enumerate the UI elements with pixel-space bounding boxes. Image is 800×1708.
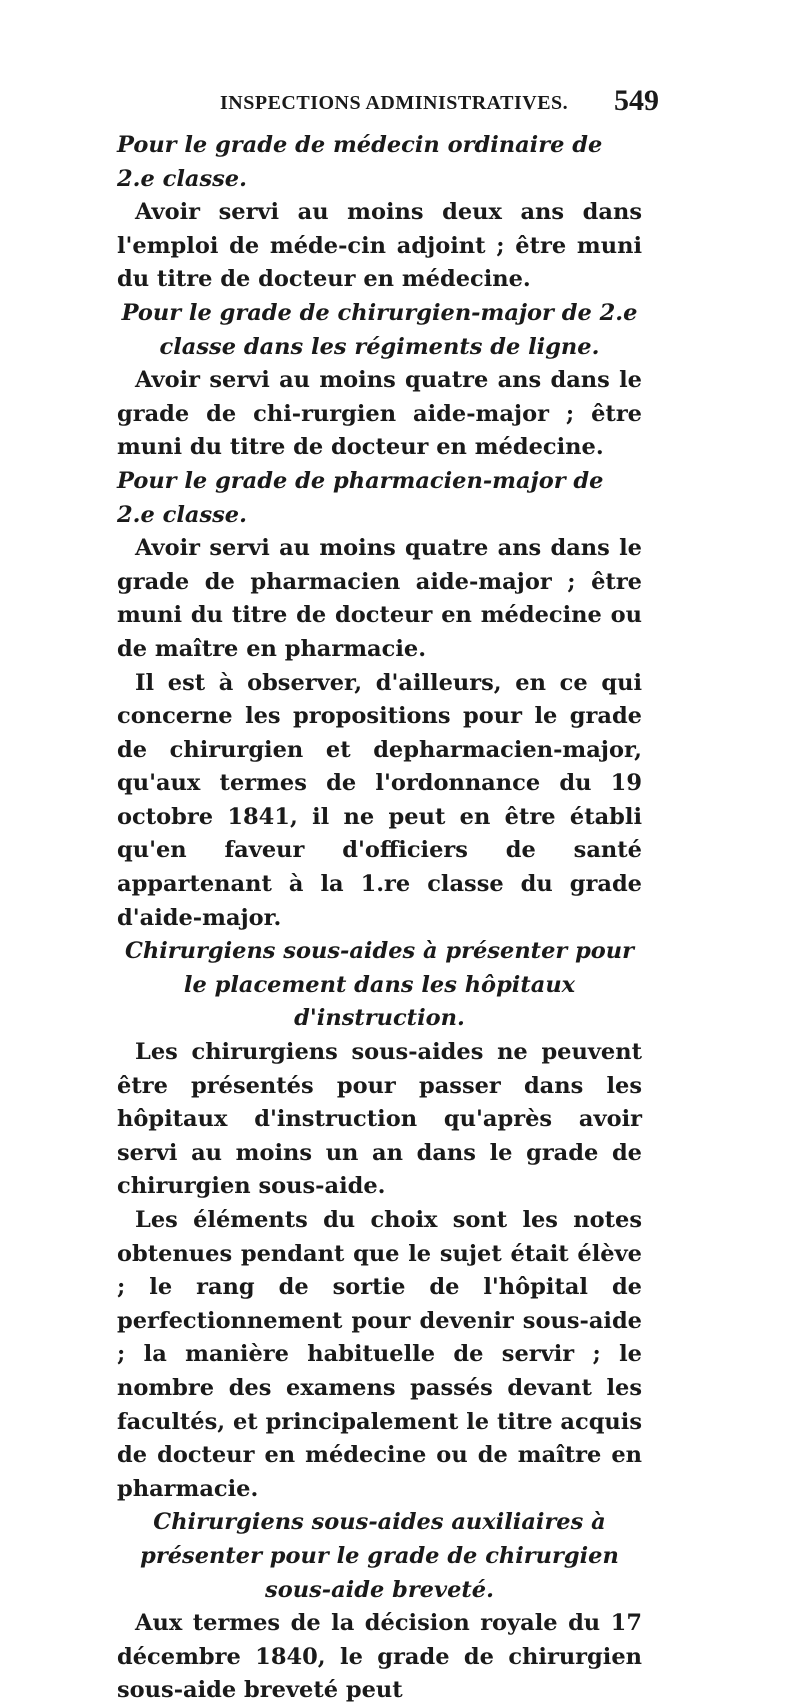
paragraph: Avoir servi au moins quatre ans dans le grade de pharmacien aide-major ; être muni du titre de docteur en médecine ou de maître en pharmacie. (117, 535, 642, 662)
paragraph: Les éléments du choix sont les notes obtenues pendant que le sujet était élève ; le rang de sortie de l'hôpital de perfectionnement pour devenir sous-aide ; la manière habituelle de servir ; le nombre des examens passés devant les facultés, et principalement le titre acquis de docteur en médecine ou de maître en pharmacie. (117, 1207, 642, 1502)
section-heading-medecin: Pour le grade de médecin ordinaire de 2.e classe. (117, 132, 603, 192)
body-text (117, 129, 642, 1708)
page-number: 549 (614, 84, 659, 117)
section-heading-chirurgien-major: Pour le grade de chirurgien-major de 2.e classe dans les régiments de ligne. (121, 299, 638, 360)
paragraph: Les chirurgiens sous-aides ne peuvent être présentés pour passer dans les hôpitaux d'instruction qu'après avoir servi au moins un an dans le grade de chirurgien sous-aide. (117, 1039, 642, 1200)
paragraph: Avoir servi au moins deux ans dans l'emploi de méde-cin adjoint ; être muni du titre de docteur en médecine. (117, 199, 642, 293)
section-heading-sous-aides-auxiliaires: Chirurgiens sous-aides auxiliaires à présenter pour le grade de chirurgien sous-aide breveté. (140, 1509, 619, 1603)
paragraph: Avoir servi au moins quatre ans dans le grade de chi-rurgien aide-major ; être muni du titre de docteur en médecine. (117, 367, 642, 461)
paragraph: Il est à observer, d'ailleurs, en ce qui concerne les propositions pour le grade de chirurgien et depharmacien-major, qu'aux termes de l'ordonnance du 19 octobre 1841, il ne peut en être établi qu'en faveur d'officiers de santé appartenant à la 1.re classe du grade d'aide-major. (117, 669, 642, 931)
section-heading-pharmacien-major: Pour le grade de pharmacien-major de 2.e classe. (117, 467, 604, 528)
section-heading-sous-aides: Chirurgiens sous-aides à présenter pour le placement dans les hôpitaux d'instruction. (124, 938, 635, 1032)
paragraph: Aux termes de la décision royale du 17 décembre 1840, le grade de chirurgien sous-aide breveté peut (117, 1610, 642, 1704)
page-header (0, 84, 800, 124)
running-head: INSPECTIONS ADMINISTRATIVES. (220, 92, 569, 114)
